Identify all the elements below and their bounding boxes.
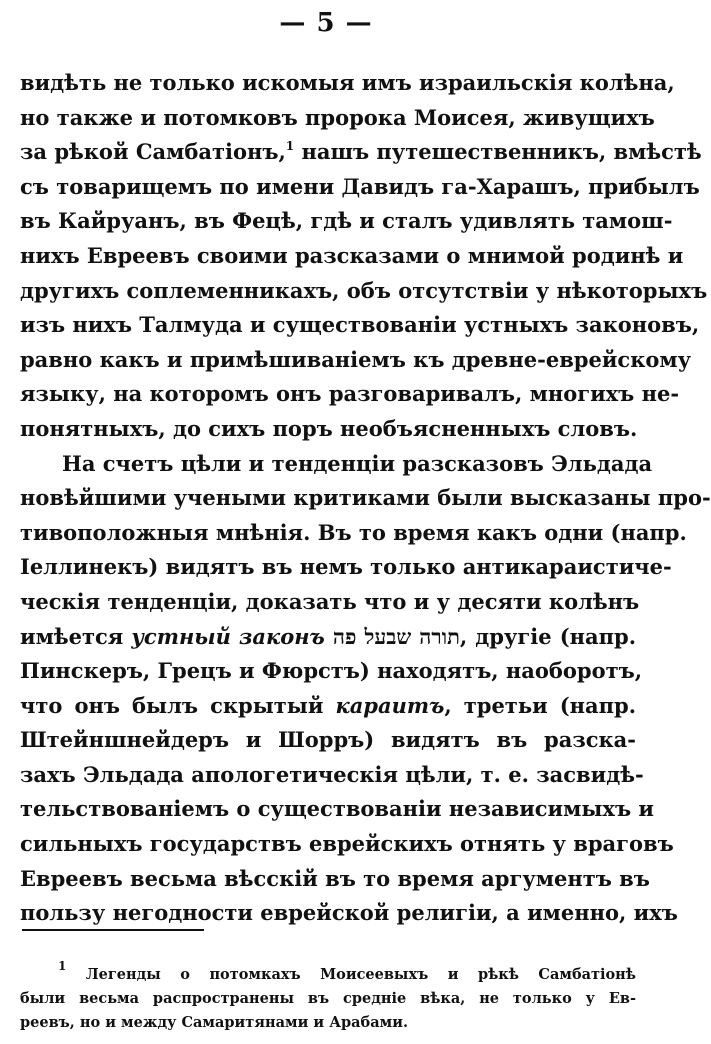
footnote-line: были весьма распространены въ средніе вѣка, не только у Ев-	[20, 990, 636, 1007]
text-line: другихъ соплеменникахъ, объ отсутствіи у нѣкоторыхъ	[20, 277, 708, 303]
footnote	[20, 959, 636, 1035]
text-line: видѣть не только искомыя имъ израильскія колѣна,	[20, 70, 675, 95]
text-line: захъ Эльдада апологетическія цѣли, т. е. засвидѣ-	[20, 761, 644, 787]
footnote-marker: 1	[58, 959, 67, 973]
text-line: съ товарищемъ по имени Давидъ га-Харашъ, прибылъ	[20, 173, 700, 199]
text-fragment: что онъ былъ скрытый	[20, 692, 324, 718]
footnote-line: реевъ, но и между Самаритянами и Арабами.	[20, 1014, 409, 1031]
text-line: изъ нихъ Талмуда и существованіи устныхъ законовъ,	[20, 312, 700, 338]
text-line: сильныхъ государствъ еврейскихъ отнять у враговъ	[20, 831, 674, 857]
text-line	[20, 620, 636, 655]
text-line: новѣйшими учеными критиками были высказаны про-	[20, 485, 711, 511]
text-line: тельствованіемъ о существованіи независимыхъ и	[20, 796, 654, 822]
hebrew-term: תורה שבעל פה	[332, 623, 460, 649]
text-line: пользу негодности еврейской религіи, а именно, ихъ	[20, 900, 678, 926]
text-fragment: нашъ путешественникъ, вмѣстѣ	[301, 139, 702, 165]
text-line	[20, 689, 636, 724]
text-line: Штейншнейдеръ и Шорръ) видятъ въ разска-	[20, 727, 636, 753]
page-number: — 5 —	[279, 8, 373, 38]
text-fragment: за рѣкой Самбатіонъ,	[20, 139, 286, 165]
text-line: въ Кайруанъ, въ Фецѣ, гдѣ и сталъ удивлять тамош-	[20, 208, 673, 234]
text-fragment: имѣется	[20, 623, 124, 649]
footnote-line	[20, 959, 636, 987]
text-line: понятныхъ, до сихъ поръ необъясненныхъ словъ.	[20, 415, 638, 441]
text-line: равно какъ и примѣшиваніемъ къ древне-еврейскому	[20, 346, 692, 372]
body-text	[20, 66, 711, 931]
text-line: На счетъ цѣли и тенденціи разсказовъ Эльдада	[62, 450, 653, 476]
text-line: нихъ Евреевъ своими разсказами о мнимой родинѣ и	[20, 242, 684, 268]
footnote-reference: 1	[285, 139, 295, 154]
text-fragment: , другіе (напр.	[459, 623, 637, 649]
text-line: тивоположныя мнѣнія. Въ то время какъ одни (напр.	[20, 519, 687, 545]
text-fragment: , третьи (напр.	[444, 692, 636, 718]
text-line	[20, 135, 702, 170]
text-line: Пинскеръ, Грецъ и Фюрстъ) находятъ, наоборотъ,	[20, 658, 643, 684]
italic-term: караитъ	[335, 692, 445, 718]
text-line: языку, на которомъ онъ разговаривалъ, многихъ не-	[20, 381, 680, 407]
text-line: но также и потомковъ пророка Моисея, живущихъ	[20, 104, 655, 130]
text-line: Іеллинекъ) видятъ въ немъ только антикараистиче-	[20, 554, 672, 580]
footnote-divider	[22, 929, 204, 931]
italic-term: устный законъ	[131, 623, 325, 649]
text-line: Евреевъ весьма вѣсскій въ то время аргументъ въ	[20, 865, 650, 891]
text-fragment: Легенды о потомкахъ Моисеевыхъ и рѣкѣ Самбатіонѣ	[85, 966, 636, 983]
text-line: ческія тенденціи, доказать что и у десяти колѣнъ	[20, 588, 640, 614]
